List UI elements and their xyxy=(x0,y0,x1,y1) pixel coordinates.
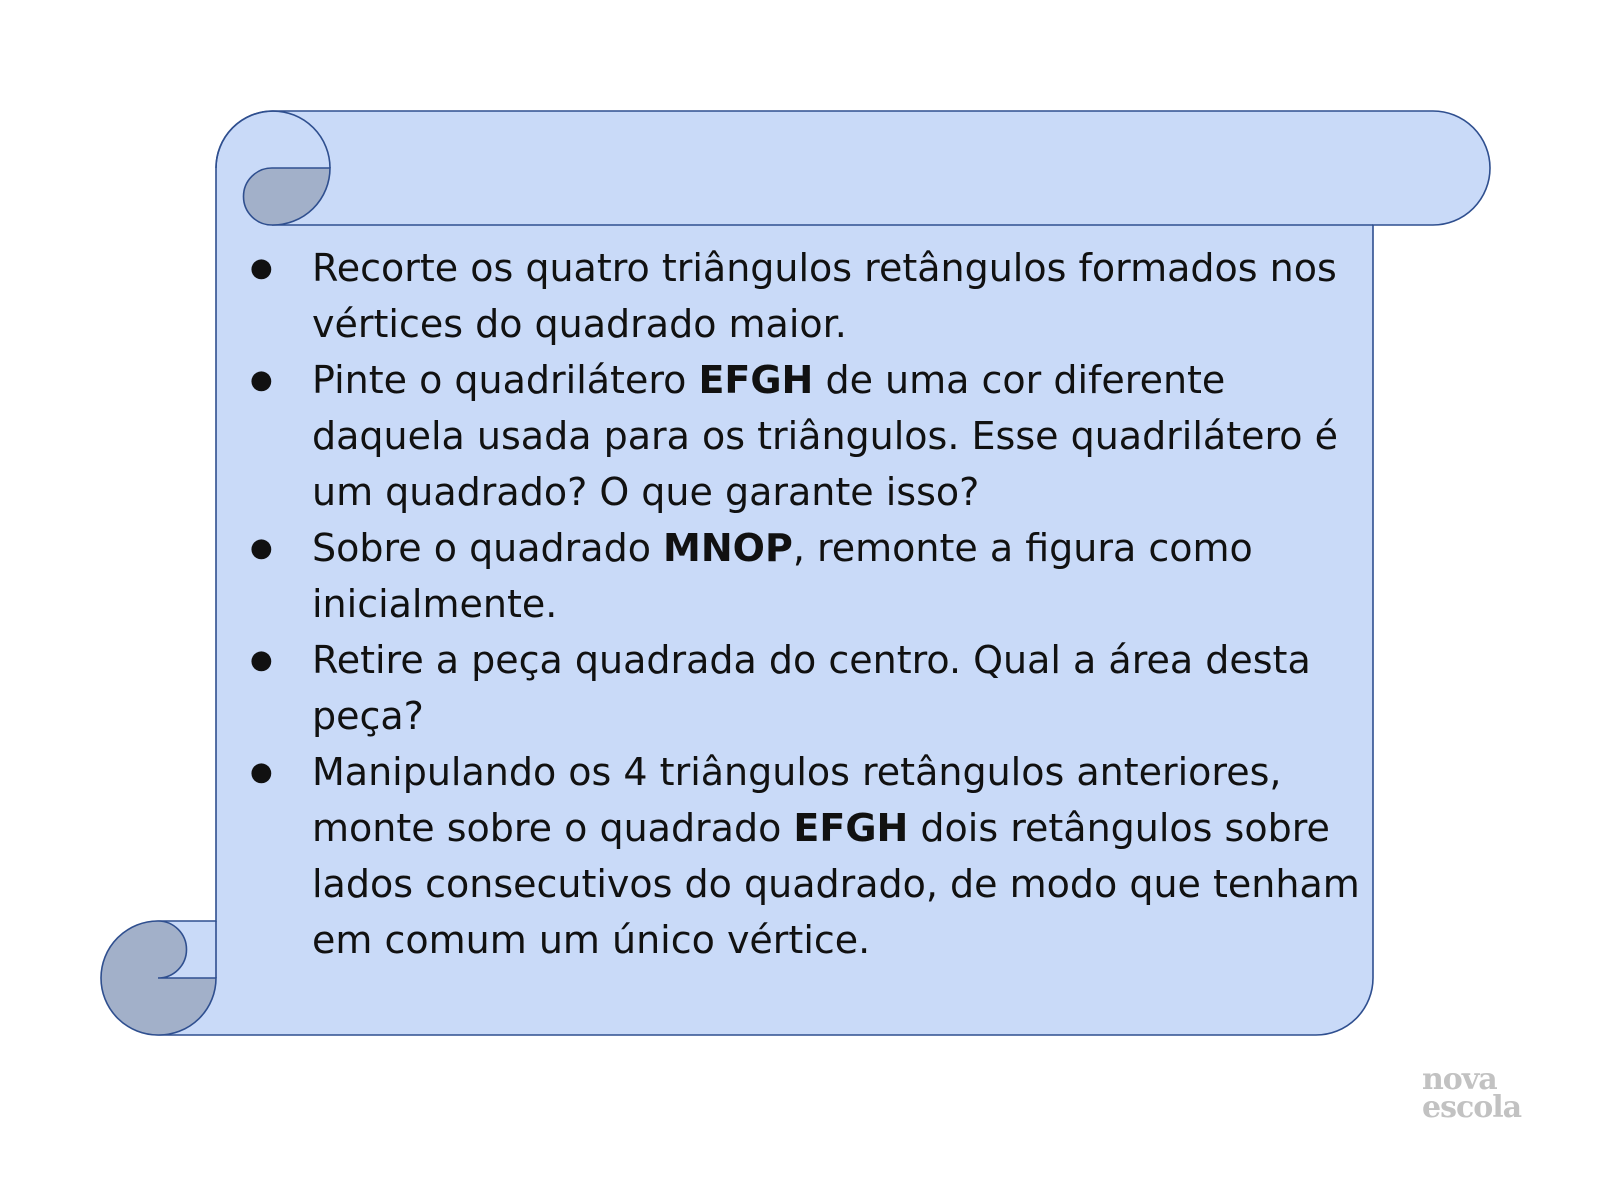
nova-escola-logo xyxy=(1422,1062,1522,1125)
instruction-item xyxy=(250,520,1360,632)
instruction-emphasis: MNOP xyxy=(663,526,793,570)
bullet-icon: ● xyxy=(250,365,273,395)
instruction-text: Manipulando os 4 triângulos retângulos anteriores, monte sobre o quadrado xyxy=(312,750,1282,850)
instruction-item xyxy=(250,632,1360,744)
bullet-icon: ● xyxy=(250,253,273,283)
instruction-emphasis: EFGH xyxy=(698,358,814,402)
instruction-item xyxy=(250,352,1360,520)
instruction-text: dois retângulos sobre lados consecutivos do quadrado, de modo que tenham em comum um único vértice. xyxy=(312,806,1360,962)
instruction-text: Retire a peça quadrada do centro. Qual a área desta peça? xyxy=(312,638,1311,738)
bullet-icon: ● xyxy=(250,533,273,563)
instruction-list xyxy=(250,240,1360,968)
instruction-item xyxy=(250,240,1360,352)
instruction-item xyxy=(250,744,1360,968)
logo-line-2: escola xyxy=(1422,1090,1522,1125)
instruction-text: Sobre o quadrado xyxy=(312,526,664,570)
instruction-emphasis: EFGH xyxy=(793,806,909,850)
bullet-icon: ● xyxy=(250,645,273,675)
instruction-text: de uma cor diferente daquela usada para os triângulos. Esse quadrilátero é um quadrado? O que garante isso? xyxy=(312,358,1338,514)
instruction-text: Pinte o quadrilátero xyxy=(312,358,699,402)
bullet-icon: ● xyxy=(250,757,273,787)
logo-line-1: nova xyxy=(1422,1062,1497,1097)
instruction-text: , remonte a figura como inicialmente. xyxy=(312,526,1253,626)
instruction-text: Recorte os quatro triângulos retângulos formados nos vértices do quadrado maior. xyxy=(312,246,1337,346)
